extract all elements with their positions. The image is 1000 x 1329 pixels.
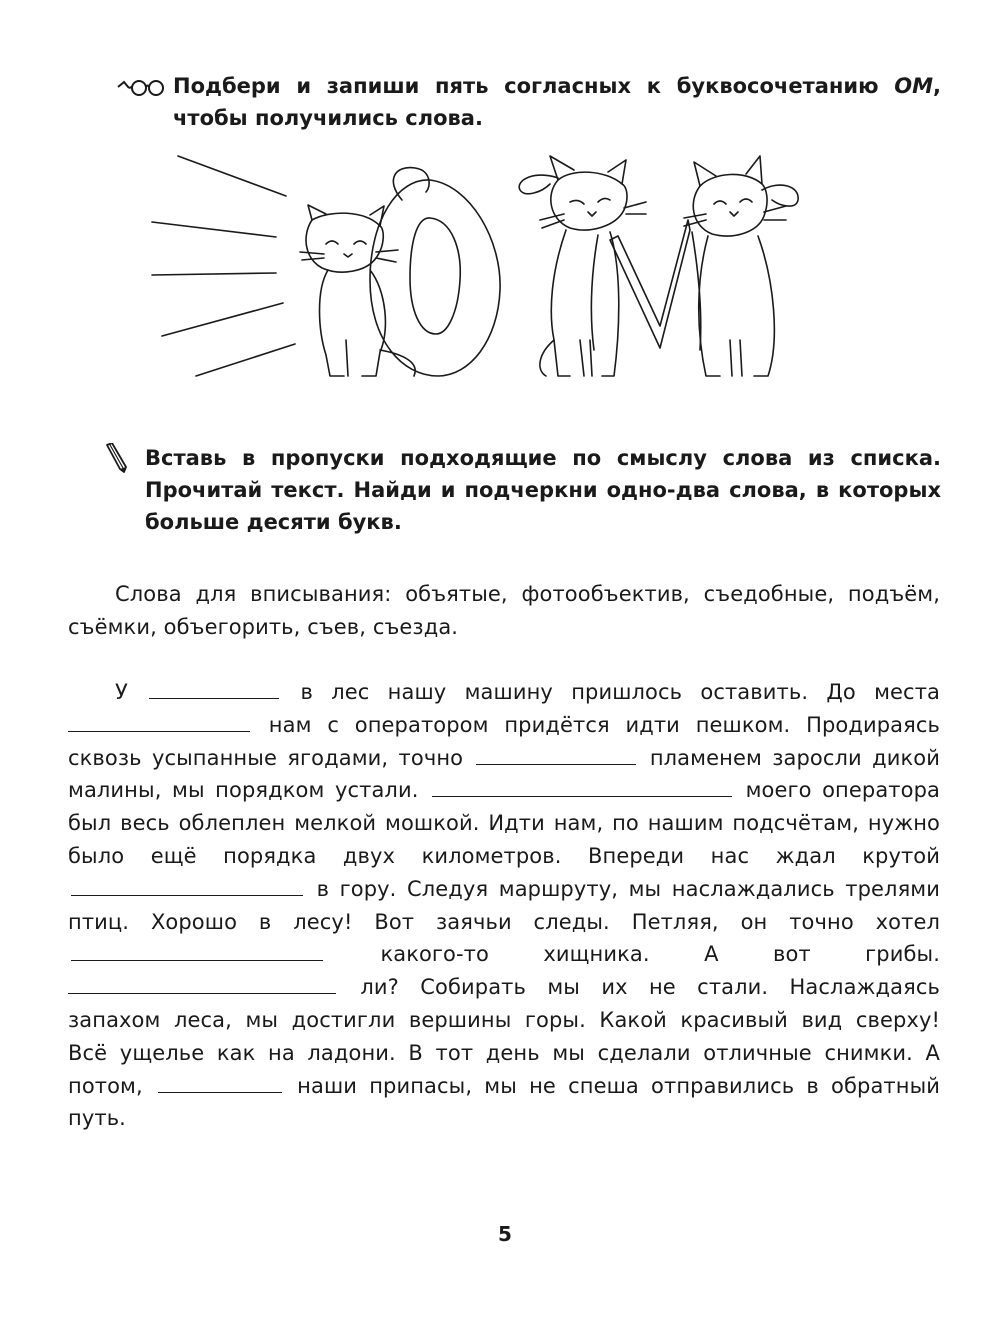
blank-1[interactable]	[149, 680, 279, 699]
story-part-7: какого-то хищника. А вот грибы.	[380, 942, 940, 967]
blank-8[interactable]	[158, 1074, 282, 1093]
blank-4[interactable]	[432, 778, 732, 797]
cats-om-illustration	[140, 140, 840, 400]
task-1-letters: ОМ	[894, 74, 934, 98]
glasses-icon	[116, 76, 166, 98]
story-part-4: пламенем заросли дикой малины, мы порядком устали.	[68, 745, 940, 803]
story-part-3: нам с оператором придётся идти пешком. Продираясь сквозь усыпанные ягодами, точно	[68, 712, 941, 770]
story-part-2: в лес нашу машину пришлось оставить. До места	[300, 680, 940, 704]
page-number: 5	[498, 1222, 512, 1246]
story-part-8: ли? Собирать мы их не стали. Наслаждаясь запахом леса, мы достигли вершины горы. Какой красивый вид сверху! Всё ущелье как на ладони. В тот день мы сделали отличные снимки. А потом,	[68, 975, 940, 1098]
cat-middle	[519, 156, 646, 376]
blank-5[interactable]	[71, 877, 303, 896]
task-1-instruction	[173, 70, 941, 134]
cat-left	[300, 205, 415, 376]
story-part-1: У	[115, 680, 128, 704]
blank-7[interactable]	[68, 975, 336, 994]
story-part-5: моего оператора был весь облеплен мелкой мошкой. Идти нам, по нашим подсчётам, нужно было ещё порядка двух километров. Впереди нас ждал крутой	[68, 778, 940, 868]
pencil-icon	[104, 443, 130, 473]
blank-3[interactable]	[476, 746, 636, 765]
task-2-instruction: Вставь в пропуски подходящие по смыслу слова из списка. Прочитай текст. Найди и подчеркни одно-два слова, в которых больше десяти букв.	[145, 446, 941, 534]
blank-6[interactable]	[71, 942, 323, 961]
letter-m	[591, 220, 700, 350]
story-text	[68, 676, 940, 1135]
word-list: Слова для вписывания: объятые, фотообъектив, съедобные, подъём, съёмки, объегорить, съев, съезда.	[68, 582, 940, 639]
story-part-6: в гору. Следуя маршруту, мы наслаждались трелями птиц. Хорошо в лесу! Вот заячьи следы. Петляя, он точно хотел	[68, 876, 940, 934]
story-part-9: наши припасы, мы не спеша отправились в обратный путь.	[68, 1073, 941, 1131]
blank-2[interactable]	[68, 713, 250, 732]
task-1-text-b: , чтобы получились слова.	[173, 74, 941, 130]
task-1-text-a: Подбери и запиши пять согласных к буквосочетанию	[173, 74, 895, 98]
cat-right	[684, 156, 798, 376]
letter-o	[370, 168, 500, 376]
answer-lines	[152, 156, 295, 376]
